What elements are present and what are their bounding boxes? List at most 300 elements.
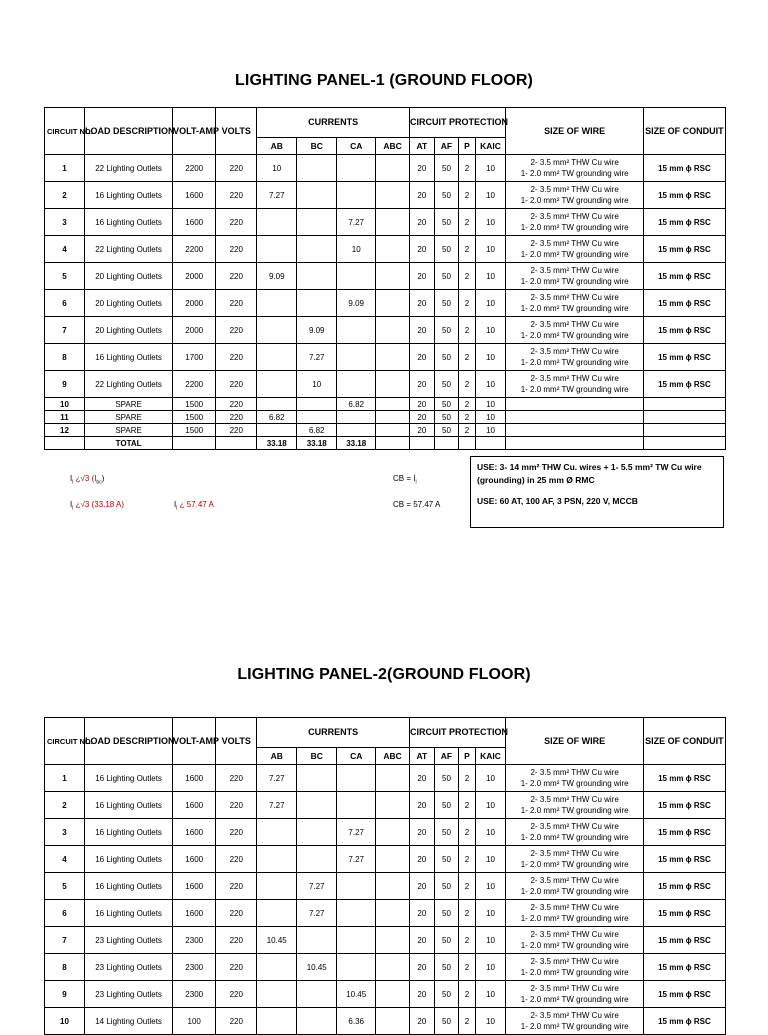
table-row	[45, 765, 726, 792]
cell-empty	[475, 437, 506, 450]
cell-at: 20	[410, 819, 435, 846]
cell-af: 50	[434, 344, 459, 371]
cell-current-ca: 7.27	[337, 209, 376, 236]
grounding-wire-line: 1- 2.0 mm² TW grounding wire	[520, 385, 629, 394]
cell-current-bc	[297, 155, 337, 182]
cell-load-description: 16 Lighting Outlets	[84, 846, 172, 873]
cell-kaic: 10	[475, 371, 506, 398]
table-row	[45, 236, 726, 263]
cell-af: 50	[434, 209, 459, 236]
cell-empty	[410, 437, 435, 450]
cell-size-of-conduit: 15 mm ϕ RSC	[643, 819, 725, 846]
cell-current-ca	[337, 927, 376, 954]
cell-size-of-wire	[506, 398, 643, 411]
header-volts: VOLTS	[216, 718, 257, 765]
cell-empty	[506, 437, 643, 450]
cell-volts: 220	[216, 954, 257, 981]
cell-af: 50	[434, 371, 459, 398]
table-row	[45, 981, 726, 1008]
header-volt-amp: VOLT-AMP	[173, 108, 216, 155]
cell-circuit-no: 12	[45, 424, 85, 437]
cell-af: 50	[434, 981, 459, 1008]
cell-circuit-no: 9	[45, 981, 85, 1008]
cell-at: 20	[410, 344, 435, 371]
cell-size-of-wire	[506, 182, 643, 209]
grounding-wire-line: 1- 2.0 mm² TW grounding wire	[520, 196, 629, 205]
cell-size-of-conduit: 15 mm ϕ RSC	[643, 317, 725, 344]
cell-volts: 220	[216, 371, 257, 398]
cell-current-ab	[257, 398, 297, 411]
table-row-total	[45, 437, 726, 450]
cell-poles: 2	[459, 263, 475, 290]
cell-current-bc: 9.09	[297, 317, 337, 344]
cell-volt-amp: 2000	[173, 263, 216, 290]
cell-volt-amp: 1600	[173, 792, 216, 819]
cell-volt-amp: 1600	[173, 900, 216, 927]
cell-current-bc	[297, 792, 337, 819]
panel-2-title: LIGHTING PANEL-2(GROUND FLOOR)	[237, 666, 531, 683]
cell-current-abc	[376, 846, 410, 873]
header-at: AT	[410, 138, 435, 155]
wire-line: 2- 3.5 mm² THW Cu wire	[530, 374, 619, 383]
cell-current-ab	[257, 317, 297, 344]
cell-current-bc	[297, 1008, 337, 1035]
cell-size-of-conduit: 15 mm ϕ RSC	[643, 846, 725, 873]
grounding-wire-line: 1- 2.0 mm² TW grounding wire	[520, 968, 629, 977]
cell-load-description: 22 Lighting Outlets	[84, 371, 172, 398]
cell-size-of-conduit: 15 mm ϕ RSC	[643, 765, 725, 792]
table-body	[45, 155, 726, 450]
cell-volts: 220	[216, 424, 257, 437]
cell-kaic: 10	[475, 344, 506, 371]
cell-circuit-no: 9	[45, 371, 85, 398]
cell-current-ca	[337, 765, 376, 792]
wire-line: 2- 3.5 mm² THW Cu wire	[530, 293, 619, 302]
table-row-spare	[45, 398, 726, 411]
cell-kaic: 10	[475, 236, 506, 263]
header-bc: BC	[297, 138, 337, 155]
header-size-of-conduit: SIZE OF CONDUIT	[643, 718, 725, 765]
header-ca: CA	[337, 748, 376, 765]
cell-at: 20	[410, 900, 435, 927]
cell-poles: 2	[459, 873, 475, 900]
cell-kaic: 10	[475, 900, 506, 927]
cell-at: 20	[410, 411, 435, 424]
cell-at: 20	[410, 424, 435, 437]
cell-kaic: 10	[475, 209, 506, 236]
feeder-specification-box	[470, 456, 724, 528]
cell-poles: 2	[459, 981, 475, 1008]
table-body	[45, 765, 726, 1035]
cell-volt-amp: 2200	[173, 236, 216, 263]
cell-load-description: 16 Lighting Outlets	[84, 873, 172, 900]
wire-line: 2- 3.5 mm² THW Cu wire	[530, 930, 619, 939]
cell-kaic: 10	[475, 927, 506, 954]
cell-size-of-wire	[506, 1008, 643, 1035]
cell-current-abc	[376, 398, 410, 411]
cell-circuit-no: 3	[45, 819, 85, 846]
cell-kaic: 10	[475, 155, 506, 182]
cell-poles: 2	[459, 846, 475, 873]
cell-current-bc: 10	[297, 371, 337, 398]
cell-volt-amp: 2200	[173, 155, 216, 182]
wire-line: 2- 3.5 mm² THW Cu wire	[530, 795, 619, 804]
wire-line: 2- 3.5 mm² THW Cu wire	[530, 158, 619, 167]
cell-poles: 2	[459, 290, 475, 317]
header-abc: ABC	[376, 138, 410, 155]
grounding-wire-line: 1- 2.0 mm² TW grounding wire	[520, 1022, 629, 1031]
cell-size-of-wire	[506, 263, 643, 290]
cell-at: 20	[410, 765, 435, 792]
cell-volt-amp: 1600	[173, 846, 216, 873]
cell-load-description: 22 Lighting Outlets	[84, 155, 172, 182]
cell-load-description: 23 Lighting Outlets	[84, 954, 172, 981]
cell-load-description: 16 Lighting Outlets	[84, 344, 172, 371]
grounding-wire-line: 1- 2.0 mm² TW grounding wire	[520, 941, 629, 950]
cell-empty	[45, 437, 85, 450]
cell-size-of-conduit	[643, 424, 725, 437]
cell-circuit-no: 10	[45, 1008, 85, 1035]
cell-current-abc	[376, 371, 410, 398]
cell-poles: 2	[459, 398, 475, 411]
header-bc: BC	[297, 748, 337, 765]
cell-af: 50	[434, 846, 459, 873]
cell-volts: 220	[216, 900, 257, 927]
cell-kaic: 10	[475, 1008, 506, 1035]
cell-volt-amp: 1700	[173, 344, 216, 371]
cell-current-ab	[257, 290, 297, 317]
header-circuit-no: CIRCUIT NO.	[45, 718, 85, 765]
cell-at: 20	[410, 398, 435, 411]
cell-volts: 220	[216, 819, 257, 846]
cell-current-bc	[297, 182, 337, 209]
cell-empty	[173, 437, 216, 450]
cell-size-of-conduit: 15 mm ϕ RSC	[643, 344, 725, 371]
cell-volts: 220	[216, 209, 257, 236]
cell-current-abc	[376, 792, 410, 819]
header-kaic: KAIC	[475, 138, 506, 155]
header-volts: VOLTS	[216, 108, 257, 155]
cell-at: 20	[410, 1008, 435, 1035]
cell-volt-amp: 1600	[173, 765, 216, 792]
cell-current-ca	[337, 900, 376, 927]
cell-current-bc: 6.82	[297, 424, 337, 437]
cell-current-bc	[297, 290, 337, 317]
header-ca: CA	[337, 138, 376, 155]
table-row	[45, 209, 726, 236]
cell-kaic: 10	[475, 263, 506, 290]
cell-af: 50	[434, 424, 459, 437]
header-ab: AB	[257, 748, 297, 765]
cell-current-abc	[376, 263, 410, 290]
cell-size-of-wire	[506, 424, 643, 437]
cell-size-of-wire	[506, 411, 643, 424]
cell-af: 50	[434, 873, 459, 900]
cell-current-ab: 7.27	[257, 792, 297, 819]
wire-line: 2- 3.5 mm² THW Cu wire	[530, 185, 619, 194]
cell-af: 50	[434, 398, 459, 411]
cell-at: 20	[410, 209, 435, 236]
cell-circuit-no: 7	[45, 927, 85, 954]
wire-line: 2- 3.5 mm² THW Cu wire	[530, 768, 619, 777]
cell-total-ab: 33.18	[257, 437, 297, 450]
cell-current-ca	[337, 344, 376, 371]
cell-empty	[459, 437, 475, 450]
cell-load-description: SPARE	[84, 424, 172, 437]
cell-af: 50	[434, 900, 459, 927]
cell-poles: 2	[459, 927, 475, 954]
cell-current-ca: 9.09	[337, 290, 376, 317]
cell-kaic: 10	[475, 411, 506, 424]
cell-empty	[216, 437, 257, 450]
cell-af: 50	[434, 411, 459, 424]
header-af: AF	[434, 748, 459, 765]
cell-current-ca: 7.27	[337, 819, 376, 846]
panel-1-schedule-table	[44, 107, 726, 450]
cell-current-abc	[376, 182, 410, 209]
cell-af: 50	[434, 927, 459, 954]
cell-volts: 220	[216, 155, 257, 182]
table-row	[45, 371, 726, 398]
grounding-wire-line: 1- 2.0 mm² TW grounding wire	[520, 887, 629, 896]
cell-size-of-conduit: 15 mm ϕ RSC	[643, 927, 725, 954]
cell-current-ab	[257, 424, 297, 437]
panel-1-title: LIGHTING PANEL-1 (GROUND FLOOR)	[235, 72, 533, 89]
cell-circuit-no: 5	[45, 873, 85, 900]
cell-current-abc	[376, 900, 410, 927]
cell-size-of-conduit: 15 mm ϕ RSC	[643, 236, 725, 263]
cell-circuit-no: 1	[45, 765, 85, 792]
cell-af: 50	[434, 765, 459, 792]
cell-current-ca	[337, 155, 376, 182]
line-current-substitution: $I_l$ ¿√3 (33.18 A)	[70, 500, 124, 512]
grounding-wire-line: 1- 2.0 mm² TW grounding wire	[520, 995, 629, 1004]
cell-poles: 2	[459, 236, 475, 263]
cell-load-description: 16 Lighting Outlets	[84, 182, 172, 209]
cell-at: 20	[410, 263, 435, 290]
cell-volts: 220	[216, 792, 257, 819]
cell-volt-amp: 2300	[173, 954, 216, 981]
cell-circuit-no: 1	[45, 155, 85, 182]
cell-size-of-conduit	[643, 398, 725, 411]
cell-current-ab	[257, 1008, 297, 1035]
cell-empty	[434, 437, 459, 450]
cell-current-ca: 7.27	[337, 846, 376, 873]
cell-af: 50	[434, 236, 459, 263]
table-row	[45, 317, 726, 344]
table-row	[45, 1008, 726, 1035]
cell-poles: 2	[459, 1008, 475, 1035]
cell-volts: 220	[216, 290, 257, 317]
cell-af: 50	[434, 290, 459, 317]
panel-2-schedule-table	[44, 717, 726, 1035]
cell-current-ab: 6.82	[257, 411, 297, 424]
cell-circuit-no: 4	[45, 236, 85, 263]
cell-at: 20	[410, 371, 435, 398]
cell-kaic: 10	[475, 981, 506, 1008]
cell-current-ab	[257, 846, 297, 873]
cell-size-of-wire	[506, 765, 643, 792]
cell-current-bc	[297, 819, 337, 846]
header-p: P	[459, 138, 475, 155]
cell-current-ca: 6.36	[337, 1008, 376, 1035]
cell-load-description: 16 Lighting Outlets	[84, 765, 172, 792]
cell-size-of-wire	[506, 209, 643, 236]
cell-volts: 220	[216, 846, 257, 873]
cell-volt-amp: 1500	[173, 411, 216, 424]
cell-circuit-no: 6	[45, 290, 85, 317]
cell-volt-amp: 1600	[173, 819, 216, 846]
cell-current-ab	[257, 209, 297, 236]
cell-circuit-no: 8	[45, 344, 85, 371]
cell-current-bc: 10.45	[297, 954, 337, 981]
cell-size-of-conduit: 15 mm ϕ RSC	[643, 209, 725, 236]
cell-af: 50	[434, 792, 459, 819]
table-row	[45, 792, 726, 819]
cell-current-bc	[297, 765, 337, 792]
cell-current-ca	[337, 954, 376, 981]
cell-volts: 220	[216, 263, 257, 290]
cell-load-description: 20 Lighting Outlets	[84, 263, 172, 290]
cell-volts: 220	[216, 765, 257, 792]
cell-volt-amp: 1600	[173, 182, 216, 209]
cell-current-bc	[297, 411, 337, 424]
cell-at: 20	[410, 873, 435, 900]
cell-current-ab: 7.27	[257, 765, 297, 792]
cell-size-of-conduit: 15 mm ϕ RSC	[643, 900, 725, 927]
header-volt-amp: VOLT-AMP	[173, 718, 216, 765]
cell-size-of-wire	[506, 846, 643, 873]
cell-af: 50	[434, 155, 459, 182]
cell-size-of-conduit: 15 mm ϕ RSC	[643, 1008, 725, 1035]
header-circuit-protection: CIRCUIT PROTECTION	[410, 718, 506, 748]
cell-af: 50	[434, 317, 459, 344]
wire-line: 2- 3.5 mm² THW Cu wire	[530, 320, 619, 329]
cell-size-of-wire	[506, 236, 643, 263]
cell-poles: 2	[459, 182, 475, 209]
header-currents: CURRENTS	[257, 718, 410, 748]
cell-size-of-conduit: 15 mm ϕ RSC	[643, 290, 725, 317]
grounding-wire-line: 1- 2.0 mm² TW grounding wire	[520, 833, 629, 842]
cell-current-ab	[257, 819, 297, 846]
header-p: P	[459, 748, 475, 765]
grounding-wire-line: 1- 2.0 mm² TW grounding wire	[520, 860, 629, 869]
cell-volt-amp: 1600	[173, 873, 216, 900]
table-row	[45, 819, 726, 846]
cell-current-bc	[297, 209, 337, 236]
circuit-breaker-formula: CB = $I_l$	[393, 474, 417, 486]
grounding-wire-line: 1- 2.0 mm² TW grounding wire	[520, 169, 629, 178]
cell-current-ab	[257, 954, 297, 981]
cell-size-of-wire	[506, 927, 643, 954]
cell-current-ca	[337, 263, 376, 290]
grounding-wire-line: 1- 2.0 mm² TW grounding wire	[520, 331, 629, 340]
wire-line: 2- 3.5 mm² THW Cu wire	[530, 1011, 619, 1020]
cell-size-of-conduit: 15 mm ϕ RSC	[643, 182, 725, 209]
header-currents: CURRENTS	[257, 108, 410, 138]
cell-current-ca	[337, 873, 376, 900]
header-size-of-wire: SIZE OF WIRE	[506, 718, 643, 765]
cell-load-description: 23 Lighting Outlets	[84, 981, 172, 1008]
cell-circuit-no: 11	[45, 411, 85, 424]
cell-current-bc	[297, 927, 337, 954]
header-load-description: LOAD DESCRIPTION	[84, 718, 172, 765]
wire-line: 2- 3.5 mm² THW Cu wire	[530, 849, 619, 858]
table-header	[45, 108, 726, 155]
cell-poles: 2	[459, 371, 475, 398]
cell-at: 20	[410, 317, 435, 344]
cell-empty	[376, 437, 410, 450]
header-abc: ABC	[376, 748, 410, 765]
wire-line: 2- 3.5 mm² THW Cu wire	[530, 212, 619, 221]
header-load-description: LOAD DESCRIPTION	[84, 108, 172, 155]
cell-kaic: 10	[475, 317, 506, 344]
cell-current-ab	[257, 873, 297, 900]
cell-load-description: 20 Lighting Outlets	[84, 290, 172, 317]
wire-line: 2- 3.5 mm² THW Cu wire	[530, 984, 619, 993]
cell-af: 50	[434, 182, 459, 209]
cell-volt-amp: 2200	[173, 371, 216, 398]
cell-kaic: 10	[475, 424, 506, 437]
cell-current-ca: 10.45	[337, 981, 376, 1008]
cell-current-bc: 7.27	[297, 900, 337, 927]
cell-size-of-wire	[506, 873, 643, 900]
cell-kaic: 10	[475, 873, 506, 900]
cell-kaic: 10	[475, 792, 506, 819]
cell-current-ab	[257, 981, 297, 1008]
grounding-wire-line: 1- 2.0 mm² TW grounding wire	[520, 358, 629, 367]
table-header	[45, 718, 726, 765]
cell-af: 50	[434, 1008, 459, 1035]
cell-current-ab: 7.27	[257, 182, 297, 209]
cell-at: 20	[410, 927, 435, 954]
cell-size-of-wire	[506, 819, 643, 846]
cell-current-abc	[376, 1008, 410, 1035]
cell-total-label: TOTAL	[84, 437, 172, 450]
cell-current-ca	[337, 371, 376, 398]
cell-load-description: 14 Lighting Outlets	[84, 1008, 172, 1035]
wire-line: 2- 3.5 mm² THW Cu wire	[530, 822, 619, 831]
cell-load-description: SPARE	[84, 398, 172, 411]
cell-load-description: 16 Lighting Outlets	[84, 792, 172, 819]
cell-current-abc	[376, 290, 410, 317]
cell-at: 20	[410, 182, 435, 209]
table-row-spare	[45, 424, 726, 437]
table-row	[45, 846, 726, 873]
cell-current-ca	[337, 182, 376, 209]
table-row	[45, 954, 726, 981]
cell-poles: 2	[459, 765, 475, 792]
cell-volts: 220	[216, 398, 257, 411]
cell-current-abc	[376, 765, 410, 792]
cell-size-of-wire	[506, 344, 643, 371]
cell-af: 50	[434, 819, 459, 846]
cell-poles: 2	[459, 344, 475, 371]
cell-current-ab	[257, 344, 297, 371]
header-ab: AB	[257, 138, 297, 155]
cell-empty	[643, 437, 725, 450]
grounding-wire-line: 1- 2.0 mm² TW grounding wire	[520, 223, 629, 232]
table-row	[45, 900, 726, 927]
cell-current-abc	[376, 344, 410, 371]
cell-load-description: 23 Lighting Outlets	[84, 927, 172, 954]
feeder-wire-spec: USE: 3- 14 mm² THW Cu. wires + 1- 5.5 mm² TW Cu wire (grounding) in 25 mm Ø RMC	[477, 462, 702, 485]
cell-volt-amp: 1500	[173, 424, 216, 437]
wire-line: 2- 3.5 mm² THW Cu wire	[530, 347, 619, 356]
grounding-wire-line: 1- 2.0 mm² TW grounding wire	[520, 914, 629, 923]
cell-current-ca	[337, 317, 376, 344]
cell-current-abc	[376, 236, 410, 263]
